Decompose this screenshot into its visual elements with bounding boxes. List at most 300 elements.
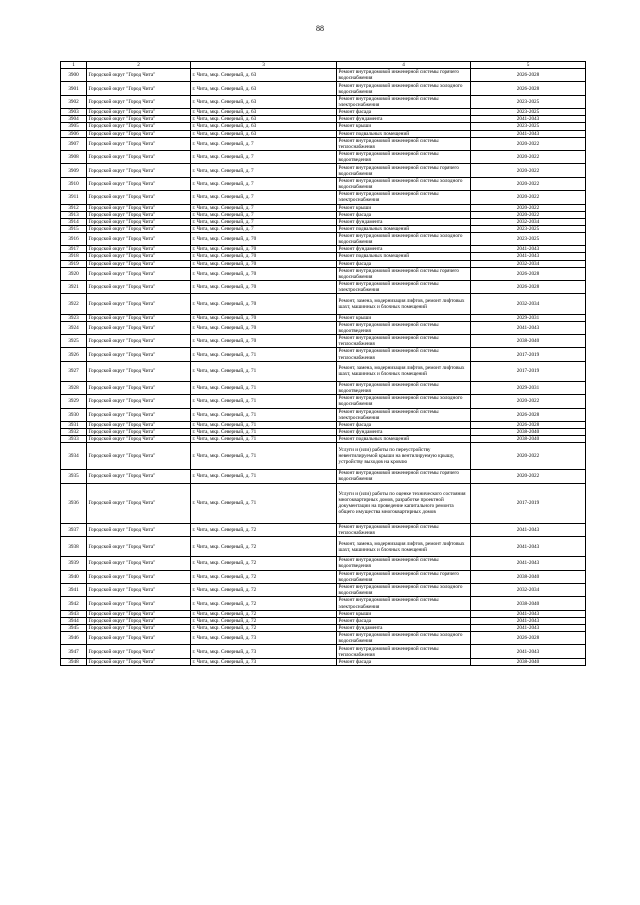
period-cell: 2041-2043	[471, 537, 586, 557]
table-row	[61, 177, 586, 190]
address-cell: г. Чита, мкр. Северный, д. 70	[191, 321, 337, 334]
table-row	[61, 109, 586, 116]
municipality-cell: Городской округ "Город Чита"	[87, 253, 191, 260]
address-cell: г. Чита, мкр. Северный, д. 71	[191, 395, 337, 408]
row-number-cell: 3946	[61, 632, 87, 645]
period-cell: 2041-2043	[471, 523, 586, 536]
row-number-cell: 3920	[61, 267, 87, 280]
row-number-cell: 3904	[61, 116, 87, 123]
period-cell: 2020-2022	[471, 395, 586, 408]
municipality-cell: Городской округ "Город Чита"	[87, 204, 191, 211]
municipality-cell: Городской округ "Город Чита"	[87, 658, 191, 665]
header-col-2: 2	[87, 62, 191, 69]
period-cell: 2023-2025	[471, 109, 586, 116]
row-number-cell: 3948	[61, 658, 87, 665]
address-cell: г. Чита, мкр. Северный, д. 72	[191, 617, 337, 624]
address-cell: г. Чита, мкр. Северный, д. 7	[191, 225, 337, 232]
address-cell: г. Чита, мкр. Северный, д. 7	[191, 137, 337, 150]
address-cell: г. Чита, мкр. Северный, д. 71	[191, 429, 337, 436]
address-cell: г. Чита, мкр. Северный, д. 72	[191, 624, 337, 631]
row-number-cell: 3906	[61, 130, 87, 137]
table-row	[61, 523, 586, 536]
table-row	[61, 483, 586, 523]
table-row	[61, 82, 586, 95]
address-cell: г. Чита, мкр. Северный, д. 63	[191, 116, 337, 123]
address-cell: г. Чита, мкр. Северный, д. 70	[191, 253, 337, 260]
address-cell: г. Чита, мкр. Северный, д. 70	[191, 314, 337, 321]
work-type-cell: Ремонт фундамента	[337, 429, 471, 436]
period-cell: 2032-2034	[471, 294, 586, 314]
municipality-cell: Городской округ "Город Чита"	[87, 281, 191, 294]
address-cell: г. Чита, мкр. Северный, д. 70	[191, 232, 337, 245]
row-number-cell: 3909	[61, 164, 87, 177]
period-cell: 2020-2022	[471, 191, 586, 204]
table-row	[61, 597, 586, 610]
municipality-cell: Городской округ "Город Чита"	[87, 436, 191, 443]
table-header	[61, 62, 586, 69]
municipality-cell: Городской округ "Город Чита"	[87, 610, 191, 617]
row-number-cell: 3932	[61, 429, 87, 436]
table-row	[61, 348, 586, 361]
address-cell: г. Чита, мкр. Северный, д. 71	[191, 483, 337, 523]
work-type-cell: Ремонт внутридомовой инженерной системы холодного водоснабжения	[337, 177, 471, 190]
municipality-cell: Городской округ "Город Чита"	[87, 246, 191, 253]
work-type-cell: Ремонт фасада	[337, 422, 471, 429]
work-type-cell: Ремонт внутридомовой инженерной системы теплоснабжения	[337, 137, 471, 150]
municipality-cell: Городской округ "Город Чита"	[87, 617, 191, 624]
table-row	[61, 294, 586, 314]
municipality-cell: Городской округ "Город Чита"	[87, 361, 191, 381]
address-cell: г. Чита, мкр. Северный, д. 70	[191, 335, 337, 348]
period-cell: 2023-2025	[471, 225, 586, 232]
work-type-cell: Услуги и (или) работы по переустройству невентилируемой крыши на вентилируемую крышу, устройству выходов на кровлю	[337, 443, 471, 470]
period-cell: 2026-2028	[471, 408, 586, 421]
address-cell: г. Чита, мкр. Северный, д. 63	[191, 123, 337, 130]
table-row	[61, 408, 586, 421]
period-cell: 2041-2043	[471, 610, 586, 617]
work-type-cell: Ремонт внутридомовой инженерной системы водоотведения	[337, 151, 471, 164]
municipality-cell: Городской округ "Город Чита"	[87, 211, 191, 218]
row-number-cell: 3918	[61, 253, 87, 260]
address-cell: г. Чита, мкр. Северный, д. 63	[191, 69, 337, 82]
table-row	[61, 632, 586, 645]
period-cell: 2026-2028	[471, 69, 586, 82]
work-type-cell: Услуги и (или) работы по оценке технического состояния многоквартирных домов, разработке проектной документации на проведение капитального ремонта общего имущества многоквартирных домов	[337, 483, 471, 523]
work-type-cell: Ремонт внутридомовой инженерной системы горячего водоснабжения	[337, 267, 471, 280]
row-number-cell: 3943	[61, 610, 87, 617]
row-number-cell: 3912	[61, 204, 87, 211]
municipality-cell: Городской округ "Город Чита"	[87, 95, 191, 108]
table-row	[61, 610, 586, 617]
period-cell: 2023-2025	[471, 123, 586, 130]
municipality-cell: Городской округ "Город Чита"	[87, 348, 191, 361]
table-row	[61, 429, 586, 436]
header-col-1: 1	[61, 62, 87, 69]
table-row	[61, 470, 586, 483]
work-type-cell: Ремонт фундамента	[337, 218, 471, 225]
table-row	[61, 361, 586, 381]
address-cell: г. Чита, мкр. Северный, д. 72	[191, 583, 337, 596]
row-number-cell: 3926	[61, 348, 87, 361]
address-cell: г. Чита, мкр. Северный, д. 72	[191, 537, 337, 557]
row-number-cell: 3940	[61, 570, 87, 583]
work-type-cell: Ремонт внутридомовой инженерной системы теплоснабжения	[337, 645, 471, 658]
capital-repair-table	[60, 61, 586, 666]
row-number-cell: 3919	[61, 260, 87, 267]
row-number-cell: 3947	[61, 645, 87, 658]
table-row	[61, 123, 586, 130]
row-number-cell: 3929	[61, 395, 87, 408]
work-type-cell: Ремонт внутридомовой инженерной системы электроснабжения	[337, 95, 471, 108]
municipality-cell: Городской округ "Город Чита"	[87, 583, 191, 596]
work-type-cell: Ремонт внутридомовой инженерной системы водоотведения	[337, 381, 471, 394]
period-cell: 2041-2043	[471, 557, 586, 570]
row-number-cell: 3916	[61, 232, 87, 245]
address-cell: г. Чита, мкр. Северный, д. 72	[191, 523, 337, 536]
row-number-cell: 3942	[61, 597, 87, 610]
work-type-cell: Ремонт внутридомовой инженерной системы электроснабжения	[337, 281, 471, 294]
address-cell: г. Чита, мкр. Северный, д. 7	[191, 191, 337, 204]
work-type-cell: Ремонт крыши	[337, 123, 471, 130]
work-type-cell: Ремонт внутридомовой инженерной системы электроснабжения	[337, 597, 471, 610]
table-row	[61, 443, 586, 470]
municipality-cell: Городской округ "Город Чита"	[87, 225, 191, 232]
municipality-cell: Городской округ "Город Чита"	[87, 69, 191, 82]
address-cell: г. Чита, мкр. Северный, д. 7	[191, 164, 337, 177]
work-type-cell: Ремонт внутридомовой инженерной системы теплоснабжения	[337, 348, 471, 361]
period-cell: 2032-2034	[471, 218, 586, 225]
row-number-cell: 3907	[61, 137, 87, 150]
work-type-cell: Ремонт внутридомовой инженерной системы теплоснабжения	[337, 335, 471, 348]
row-number-cell: 3911	[61, 191, 87, 204]
address-cell: г. Чита, мкр. Северный, д. 72	[191, 557, 337, 570]
table-row	[61, 191, 586, 204]
table-row	[61, 260, 586, 267]
row-number-cell: 3901	[61, 82, 87, 95]
period-cell: 2029-2031	[471, 314, 586, 321]
work-type-cell: Ремонт, замена, модернизация лифтов, ремонт лифтовых шахт, машинных и блочных помещений	[337, 537, 471, 557]
table-body	[61, 69, 586, 666]
period-cell: 2026-2028	[471, 82, 586, 95]
municipality-cell: Городской округ "Город Чита"	[87, 624, 191, 631]
municipality-cell: Городской округ "Город Чита"	[87, 123, 191, 130]
table-row	[61, 557, 586, 570]
period-cell: 2020-2022	[471, 443, 586, 470]
address-cell: г. Чита, мкр. Северный, д. 71	[191, 348, 337, 361]
address-cell: г. Чита, мкр. Северный, д. 63	[191, 130, 337, 137]
municipality-cell: Городской округ "Город Чита"	[87, 483, 191, 523]
address-cell: г. Чита, мкр. Северный, д. 73	[191, 658, 337, 665]
work-type-cell: Ремонт фасада	[337, 211, 471, 218]
work-type-cell: Ремонт подвальных помещений	[337, 436, 471, 443]
period-cell: 2038-2040	[471, 658, 586, 665]
work-type-cell: Ремонт фасада	[337, 260, 471, 267]
municipality-cell: Городской округ "Город Чита"	[87, 137, 191, 150]
row-number-cell: 3930	[61, 408, 87, 421]
period-cell: 2041-2043	[471, 321, 586, 334]
address-cell: г. Чита, мкр. Северный, д. 71	[191, 422, 337, 429]
row-number-cell: 3931	[61, 422, 87, 429]
municipality-cell: Городской округ "Город Чита"	[87, 395, 191, 408]
period-cell: 2026-2028	[471, 281, 586, 294]
municipality-cell: Городской округ "Город Чита"	[87, 470, 191, 483]
row-number-cell: 3936	[61, 483, 87, 523]
table-row	[61, 321, 586, 334]
work-type-cell: Ремонт внутридомовой инженерной системы горячего водоснабжения	[337, 470, 471, 483]
period-cell: 2026-2028	[471, 422, 586, 429]
address-cell: г. Чита, мкр. Северный, д. 72	[191, 597, 337, 610]
address-cell: г. Чита, мкр. Северный, д. 71	[191, 381, 337, 394]
work-type-cell: Ремонт, замена, модернизация лифтов, ремонт лифтовых шахт, машинных и блочных помещений	[337, 361, 471, 381]
address-cell: г. Чита, мкр. Северный, д. 63	[191, 82, 337, 95]
municipality-cell: Городской округ "Город Чита"	[87, 523, 191, 536]
row-number-cell: 3915	[61, 225, 87, 232]
period-cell: 2020-2022	[471, 470, 586, 483]
row-number-cell: 3917	[61, 246, 87, 253]
period-cell: 2017-2019	[471, 361, 586, 381]
work-type-cell: Ремонт подвальных помещений	[337, 225, 471, 232]
work-type-cell: Ремонт подвальных помещений	[337, 130, 471, 137]
row-number-cell: 3933	[61, 436, 87, 443]
table-row	[61, 381, 586, 394]
period-cell: 2041-2043	[471, 130, 586, 137]
municipality-cell: Городской округ "Город Чита"	[87, 422, 191, 429]
municipality-cell: Городской округ "Город Чита"	[87, 537, 191, 557]
table-row	[61, 151, 586, 164]
row-number-cell: 3939	[61, 557, 87, 570]
work-type-cell: Ремонт внутридомовой инженерной системы холодного водоснабжения	[337, 232, 471, 245]
work-type-cell: Ремонт внутридомовой инженерной системы водоотведения	[337, 557, 471, 570]
work-type-cell: Ремонт фасада	[337, 109, 471, 116]
row-number-cell: 3900	[61, 69, 87, 82]
work-type-cell: Ремонт внутридомовой инженерной системы холодного водоснабжения	[337, 632, 471, 645]
period-cell: 2026-2028	[471, 632, 586, 645]
row-number-cell: 3945	[61, 624, 87, 631]
period-cell: 2017-2019	[471, 483, 586, 523]
work-type-cell: Ремонт фундамента	[337, 116, 471, 123]
work-type-cell: Ремонт фундамента	[337, 246, 471, 253]
work-type-cell: Ремонт внутридомовой инженерной системы водоотведения	[337, 321, 471, 334]
address-cell: г. Чита, мкр. Северный, д. 71	[191, 408, 337, 421]
period-cell: 2026-2028	[471, 267, 586, 280]
period-cell: 2020-2022	[471, 137, 586, 150]
header-col-3: 3	[191, 62, 337, 69]
table-row	[61, 267, 586, 280]
municipality-cell: Городской округ "Город Чита"	[87, 645, 191, 658]
row-number-cell: 3903	[61, 109, 87, 116]
municipality-cell: Городской округ "Город Чита"	[87, 429, 191, 436]
period-cell: 2041-2043	[471, 246, 586, 253]
municipality-cell: Городской округ "Город Чита"	[87, 130, 191, 137]
period-cell: 2020-2022	[471, 151, 586, 164]
row-number-cell: 3925	[61, 335, 87, 348]
municipality-cell: Городской округ "Город Чита"	[87, 177, 191, 190]
municipality-cell: Городской округ "Город Чита"	[87, 218, 191, 225]
address-cell: г. Чита, мкр. Северный, д. 7	[191, 218, 337, 225]
address-cell: г. Чита, мкр. Северный, д. 63	[191, 109, 337, 116]
row-number-cell: 3914	[61, 218, 87, 225]
table-row	[61, 537, 586, 557]
table-row	[61, 204, 586, 211]
header-row	[61, 62, 586, 69]
table-row	[61, 436, 586, 443]
municipality-cell: Городской округ "Город Чита"	[87, 321, 191, 334]
table-row	[61, 232, 586, 245]
municipality-cell: Городской округ "Город Чита"	[87, 82, 191, 95]
address-cell: г. Чита, мкр. Северный, д. 7	[191, 211, 337, 218]
table-row	[61, 137, 586, 150]
table-row	[61, 253, 586, 260]
work-type-cell: Ремонт крыши	[337, 204, 471, 211]
table-row	[61, 314, 586, 321]
header-col-4: 4	[337, 62, 471, 69]
work-type-cell: Ремонт крыши	[337, 314, 471, 321]
period-cell: 2038-2040	[471, 597, 586, 610]
address-cell: г. Чита, мкр. Северный, д. 7	[191, 151, 337, 164]
address-cell: г. Чита, мкр. Северный, д. 72	[191, 570, 337, 583]
table-row	[61, 130, 586, 137]
table-row	[61, 570, 586, 583]
municipality-cell: Городской округ "Город Чита"	[87, 314, 191, 321]
address-cell: г. Чита, мкр. Северный, д. 71	[191, 436, 337, 443]
address-cell: г. Чита, мкр. Северный, д. 70	[191, 246, 337, 253]
period-cell: 2038-2040	[471, 570, 586, 583]
table-row	[61, 583, 586, 596]
period-cell: 2020-2022	[471, 177, 586, 190]
row-number-cell: 3941	[61, 583, 87, 596]
row-number-cell: 3922	[61, 294, 87, 314]
municipality-cell: Городской округ "Город Чита"	[87, 335, 191, 348]
period-cell: 2023-2025	[471, 95, 586, 108]
period-cell: 2041-2043	[471, 645, 586, 658]
work-type-cell: Ремонт крыши	[337, 610, 471, 617]
address-cell: г. Чита, мкр. Северный, д. 72	[191, 610, 337, 617]
work-type-cell: Ремонт фундамента	[337, 624, 471, 631]
period-cell: 2020-2022	[471, 164, 586, 177]
table-row	[61, 69, 586, 82]
period-cell: 2032-2034	[471, 583, 586, 596]
municipality-cell: Городской округ "Город Чита"	[87, 632, 191, 645]
table-row	[61, 395, 586, 408]
table-row	[61, 225, 586, 232]
table-row	[61, 422, 586, 429]
address-cell: г. Чита, мкр. Северный, д. 70	[191, 281, 337, 294]
row-number-cell: 3924	[61, 321, 87, 334]
table-row	[61, 624, 586, 631]
period-cell: 2029-2031	[471, 381, 586, 394]
address-cell: г. Чита, мкр. Северный, д. 71	[191, 443, 337, 470]
work-type-cell: Ремонт фасада	[337, 617, 471, 624]
municipality-cell: Городской округ "Город Чита"	[87, 294, 191, 314]
period-cell: 2041-2043	[471, 617, 586, 624]
address-cell: г. Чита, мкр. Северный, д. 73	[191, 632, 337, 645]
work-type-cell: Ремонт фасада	[337, 658, 471, 665]
municipality-cell: Городской округ "Город Чита"	[87, 151, 191, 164]
row-number-cell: 3923	[61, 314, 87, 321]
address-cell: г. Чита, мкр. Северный, д. 70	[191, 260, 337, 267]
period-cell: 2020-2022	[471, 211, 586, 218]
municipality-cell: Городской округ "Город Чита"	[87, 267, 191, 280]
period-cell: 2038-2040	[471, 335, 586, 348]
period-cell: 2017-2019	[471, 348, 586, 361]
address-cell: г. Чита, мкр. Северный, д. 73	[191, 645, 337, 658]
row-number-cell: 3938	[61, 537, 87, 557]
row-number-cell: 3910	[61, 177, 87, 190]
municipality-cell: Городской округ "Город Чита"	[87, 260, 191, 267]
row-number-cell: 3935	[61, 470, 87, 483]
period-cell: 2023-2025	[471, 232, 586, 245]
period-cell: 2038-2040	[471, 429, 586, 436]
table-row	[61, 658, 586, 665]
work-type-cell: Ремонт внутридомовой инженерной системы электроснабжения	[337, 408, 471, 421]
municipality-cell: Городской округ "Город Чита"	[87, 232, 191, 245]
municipality-cell: Городской округ "Город Чита"	[87, 557, 191, 570]
table-row	[61, 218, 586, 225]
work-type-cell: Ремонт внутридомовой инженерной системы холодного водоснабжения	[337, 395, 471, 408]
table-row	[61, 116, 586, 123]
table-row	[61, 211, 586, 218]
page-number: 88	[316, 24, 324, 33]
table-row	[61, 335, 586, 348]
address-cell: г. Чита, мкр. Северный, д. 71	[191, 470, 337, 483]
period-cell: 2038-2040	[471, 436, 586, 443]
table-row	[61, 281, 586, 294]
municipality-cell: Городской округ "Город Чита"	[87, 443, 191, 470]
municipality-cell: Городской округ "Город Чита"	[87, 109, 191, 116]
work-type-cell: Ремонт подвальных помещений	[337, 253, 471, 260]
municipality-cell: Городской округ "Город Чита"	[87, 408, 191, 421]
work-type-cell: Ремонт внутридомовой инженерной системы горячего водоснабжения	[337, 164, 471, 177]
period-cell: 2020-2022	[471, 204, 586, 211]
municipality-cell: Городской округ "Город Чита"	[87, 381, 191, 394]
row-number-cell: 3902	[61, 95, 87, 108]
table-row	[61, 164, 586, 177]
work-type-cell: Ремонт внутридомовой инженерной системы горячего водоснабжения	[337, 69, 471, 82]
municipality-cell: Городской округ "Город Чита"	[87, 191, 191, 204]
table-row	[61, 246, 586, 253]
work-type-cell: Ремонт внутридомовой инженерной системы холодного водоснабжения	[337, 583, 471, 596]
period-cell: 2032-2034	[471, 260, 586, 267]
row-number-cell: 3944	[61, 617, 87, 624]
address-cell: г. Чита, мкр. Северный, д. 63	[191, 95, 337, 108]
row-number-cell: 3927	[61, 361, 87, 381]
work-type-cell: Ремонт внутридомовой инженерной системы горячего водоснабжения	[337, 570, 471, 583]
period-cell: 2041-2043	[471, 116, 586, 123]
row-number-cell: 3908	[61, 151, 87, 164]
address-cell: г. Чита, мкр. Северный, д. 7	[191, 204, 337, 211]
address-cell: г. Чита, мкр. Северный, д. 70	[191, 267, 337, 280]
address-cell: г. Чита, мкр. Северный, д. 7	[191, 177, 337, 190]
work-type-cell: Ремонт внутридомовой инженерной системы теплоснабжения	[337, 523, 471, 536]
row-number-cell: 3905	[61, 123, 87, 130]
table-row	[61, 95, 586, 108]
header-col-5: 5	[471, 62, 586, 69]
row-number-cell: 3937	[61, 523, 87, 536]
row-number-cell: 3921	[61, 281, 87, 294]
row-number-cell: 3913	[61, 211, 87, 218]
municipality-cell: Городской округ "Город Чита"	[87, 570, 191, 583]
period-cell: 2041-2043	[471, 253, 586, 260]
address-cell: г. Чита, мкр. Северный, д. 71	[191, 361, 337, 381]
row-number-cell: 3934	[61, 443, 87, 470]
table-row	[61, 617, 586, 624]
address-cell: г. Чита, мкр. Северный, д. 70	[191, 294, 337, 314]
work-type-cell: Ремонт внутридомовой инженерной системы холодного водоснабжения	[337, 82, 471, 95]
work-type-cell: Ремонт, замена, модернизация лифтов, ремонт лифтовых шахт, машинных и блочных помещений	[337, 294, 471, 314]
row-number-cell: 3928	[61, 381, 87, 394]
municipality-cell: Городской округ "Город Чита"	[87, 597, 191, 610]
municipality-cell: Городской округ "Город Чита"	[87, 164, 191, 177]
